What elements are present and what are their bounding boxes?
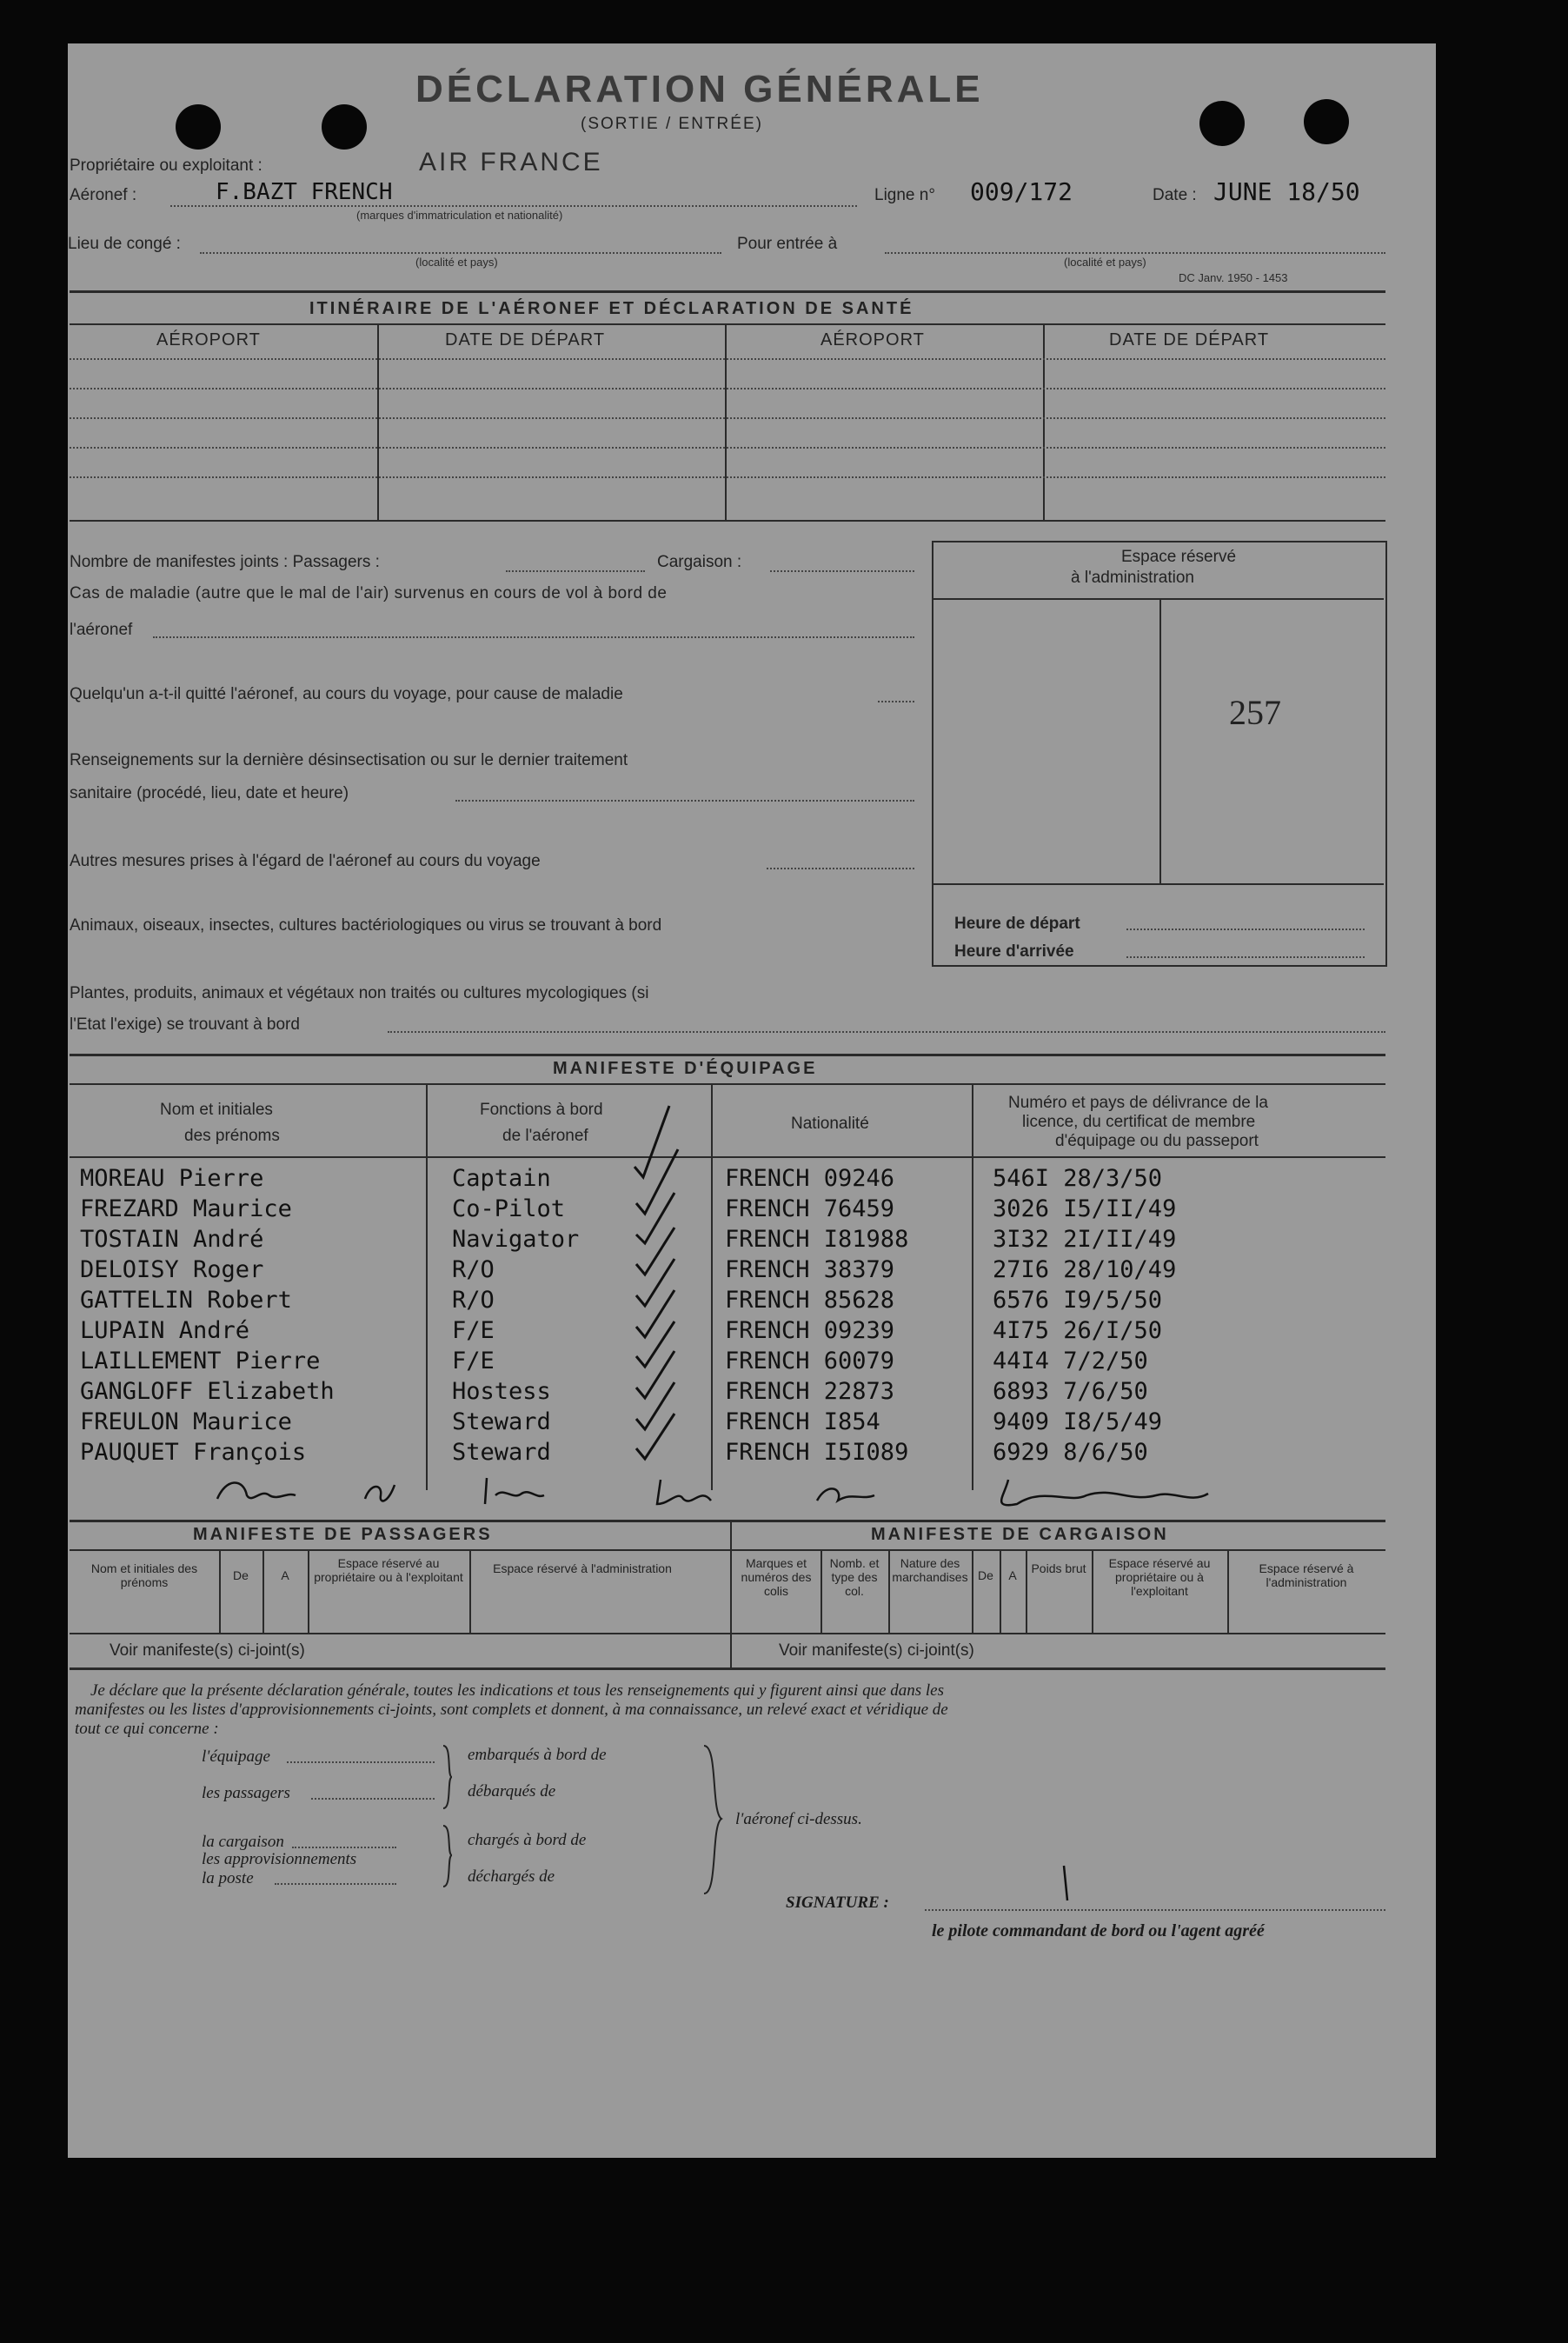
itinerary-row-line [70,417,1385,419]
crew-function: Steward [452,1408,551,1435]
crew-name: LUPAIN André [80,1317,250,1344]
brace-icon [704,1746,721,1894]
brace-icon [443,1746,452,1808]
rule [70,323,1385,325]
brace-icon [443,1826,452,1887]
declaration-supplies: les approvisionnements [202,1850,357,1868]
rule [70,1156,1385,1158]
rule [70,1083,1385,1085]
itinerary-row-line [70,447,1385,449]
crew-licence: 4I75 26/I/50 [993,1317,1163,1344]
entry-note: (localité et pays) [1064,256,1146,269]
admin-box-title: Espace réservé [1121,548,1237,566]
check-mark-icon [635,1106,669,1177]
declaration-cargo: la cargaison [202,1833,284,1851]
dot-leader [287,1761,435,1763]
crew-function: R/O [452,1256,495,1283]
declaration-text-3: tout ce qui concerne : [75,1720,219,1738]
rule [933,598,1384,600]
crew-nationality: FRENCH 09239 [725,1317,895,1344]
cargo-col-owner: Espace réservé au propriétaire ou à l'exploitant [1108,1556,1211,1598]
cargo-col-weight: Poids brut [1031,1561,1086,1575]
illness-label-2: l'aéronef [70,621,133,639]
date-label: Date : [1153,186,1197,204]
departure-time-label: Heure de départ [954,915,1080,933]
itinerary-row-line [70,476,1385,478]
departure-place-note: (localité et pays) [415,256,498,269]
other-measures-line [767,868,914,869]
col-divider [972,1549,973,1633]
owner-value: AIR FRANCE [419,148,603,176]
col-divider [972,1083,973,1490]
col-divider [1043,323,1045,522]
itinerary-heading: ITINÉRAIRE DE L'AÉRONEF ET DÉCLARATION DE SANTÉ [309,299,914,318]
crew-licence: 6576 I9/5/50 [993,1287,1163,1314]
declaration-aircraft: l'aéronef ci-dessus. [735,1810,862,1828]
crew-function: Steward [452,1439,551,1466]
departure-place-line [200,252,721,254]
declaration-mail: la poste [202,1869,254,1887]
cargo-col-from: De [978,1568,993,1582]
itinerary-col-date-2: DATE DE DÉPART [1109,330,1270,349]
entry-line [885,252,1385,254]
cargo-col-count: Nomb. et type des col. [829,1556,880,1598]
passenger-col-to: A [281,1568,289,1582]
crew-col-licence-2: licence, du certificat de membre [1022,1113,1256,1131]
form-subtitle: (SORTIE / ENTRÉE) [581,115,763,133]
crew-licence: 3026 I5/II/49 [993,1195,1177,1222]
crew-function: Captain [452,1165,551,1192]
line-label: Ligne n° [874,186,935,204]
crew-col-function: Fonctions à bord [480,1101,603,1119]
crew-nationality: FRENCH 22873 [725,1378,895,1405]
passenger-col-name: Nom et initiales des prénoms [90,1561,198,1589]
crew-name: TOSTAIN André [80,1226,264,1253]
check-mark-icon [636,1149,678,1214]
rule [70,1520,1385,1522]
crew-nationality: FRENCH 76459 [725,1195,895,1222]
departure-place-label: Lieu de congé : [68,235,181,253]
left-aircraft-label: Quelqu'un a-t-il quitté l'aéronef, au cours du voyage, pour cause de maladie [70,685,623,703]
cargo-col-to: A [1008,1568,1017,1582]
crew-function: F/E [452,1317,495,1344]
rule [70,1549,1385,1551]
crew-name: FREZARD Maurice [80,1195,292,1222]
crew-nationality: FRENCH 09246 [725,1165,895,1192]
handwritten-annotations [209,1469,1286,1513]
animals-label: Animaux, oiseaux, insectes, cultures bactériologiques ou virus se trouvant à bord [70,916,662,935]
rule [70,1633,1385,1634]
signature-mark [1057,1862,1074,1906]
date-value: JUNE 18/50 [1213,177,1360,206]
passengers-line [506,570,645,572]
crew-function: Co-Pilot [452,1195,566,1222]
aircraft-note: (marques d'immatriculation et nationalité) [356,209,563,222]
itinerary-col-airport-1: AÉROPORT [156,330,261,349]
itinerary-col-date-1: DATE DE DÉPART [445,330,606,349]
col-divider [730,1520,732,1669]
declaration-disembarked: débarqués de [468,1782,556,1801]
itinerary-row-line [70,358,1385,360]
crew-col-name-2: des prénoms [184,1127,280,1145]
aircraft-label: Aéronef : [70,186,137,204]
crew-name: MOREAU Pierre [80,1165,264,1192]
crew-licence: 9409 I8/5/49 [993,1408,1163,1435]
crew-manifest-heading: MANIFESTE D'ÉQUIPAGE [553,1059,818,1078]
rule [933,883,1384,885]
departure-time-line [1126,929,1365,930]
passenger-manifest-heading: MANIFESTE DE PASSAGERS [193,1525,493,1544]
arrival-time-line [1126,956,1365,958]
rule [70,520,1385,522]
crew-col-function-2: de l'aéronef [502,1127,588,1145]
col-divider [426,1083,428,1490]
disinsection-label: Renseignements sur la dernière désinsectisation ou sur le dernier traitement [70,751,628,769]
crew-name: GATTELIN Robert [80,1287,292,1314]
crew-col-name: Nom et initiales [160,1101,273,1119]
crew-licence: 546I 28/3/50 [993,1165,1163,1192]
line-value: 009/172 [970,177,1073,206]
cargo-manifest-heading: MANIFESTE DE CARGAISON [871,1525,1169,1544]
declaration-crew: l'équipage [202,1747,270,1766]
crew-name: GANGLOFF Elizabeth [80,1378,335,1405]
rule [70,290,1385,293]
dot-leader [292,1847,396,1848]
aircraft-line [170,205,857,207]
col-divider [1227,1549,1229,1633]
col-divider [262,1549,264,1633]
illness-line [153,636,914,638]
manifests-passengers-label: Nombre de manifestes joints : Passagers : [70,553,380,571]
stamp-number: 257 [1229,693,1281,732]
crew-name: FREULON Maurice [80,1408,292,1435]
crew-licence: 3I32 2I/II/49 [993,1226,1177,1253]
col-divider [1026,1549,1027,1633]
dot-leader [311,1798,435,1800]
manifests-cargo-label: Cargaison : [657,553,742,571]
crew-name: PAUQUET François [80,1439,307,1466]
punch-hole [1199,101,1245,146]
rule [70,1667,1385,1670]
crew-nationality: FRENCH I81988 [725,1226,909,1253]
declaration-text-2: manifestes ou les listes d'approvisionnements ci-joints, sont complets et donnent, à ma connaissance, un relevé exact et véridique de [75,1701,948,1719]
form-title: DÉCLARATION GÉNÉRALE [415,68,984,110]
crew-licence: 6893 7/6/50 [993,1378,1148,1405]
col-divider [308,1549,309,1633]
crew-nationality: FRENCH I5I089 [725,1439,909,1466]
disinsection-line [455,800,914,802]
col-divider [377,323,379,522]
cargo-col-nature: Nature des marchandises [892,1556,968,1584]
plants-label: Plantes, produits, animaux et végétaux non traités ou cultures mycologiques (si [70,984,649,1002]
left-aircraft-line [878,701,914,702]
itinerary-col-airport-2: AÉROPORT [821,330,925,349]
col-divider [219,1549,221,1633]
other-measures-label: Autres mesures prises à l'égard de l'aéronef au cours du voyage [70,852,541,870]
crew-licence: 27I6 28/10/49 [993,1256,1177,1283]
crew-col-licence-3: d'équipage ou du passeport [1055,1132,1259,1150]
form-reference: DC Janv. 1950 - 1453 [1179,271,1288,284]
entry-label: Pour entrée à [737,235,838,253]
aircraft-value: F.BAZT FRENCH [216,179,393,205]
punch-hole [1304,99,1349,144]
disinsection-label-2: sanitaire (procédé, lieu, date et heure) [70,784,349,802]
passenger-col-owner: Espace réservé au propriétaire ou à l'exploitant [314,1556,463,1584]
passenger-manifest-footer: Voir manifeste(s) ci-joint(s) [110,1641,305,1660]
crew-function: R/O [452,1287,495,1314]
col-divider [1092,1549,1093,1633]
cargo-line [770,570,914,572]
plants-line [388,1031,1385,1033]
itinerary-row-line [70,388,1385,389]
check-mark-icon [636,1414,674,1459]
arrival-time-label: Heure d'arrivée [954,942,1074,961]
declaration-text: Je déclare que la présente déclaration générale, toutes les indications et tous les renseignements qui y figurent ainsi que dans les [90,1681,944,1700]
col-divider [1000,1549,1001,1633]
declaration-embarked: embarqués à bord de [468,1746,607,1764]
declaration-unloaded: déchargés de [468,1867,555,1886]
cargo-manifest-footer: Voir manifeste(s) ci-joint(s) [779,1641,974,1660]
signature-role: le pilote commandant de bord ou l'agent agréé [932,1921,1265,1940]
crew-nationality: FRENCH 60079 [725,1348,895,1375]
signature-line [925,1909,1385,1911]
crew-nationality: FRENCH I854 [725,1408,880,1435]
col-divider [725,323,727,522]
owner-label: Propriétaire ou exploitant : [70,156,262,175]
crew-function: Hostess [452,1378,551,1405]
punch-hole [176,104,221,150]
punch-hole [322,104,367,150]
crew-function: F/E [452,1348,495,1375]
dot-leader [275,1883,396,1885]
admin-box-divider [1159,598,1161,883]
plants-label-2: l'Etat l'exige) se trouvant à bord [70,1015,300,1034]
crew-col-nationality: Nationalité [791,1115,869,1133]
crew-licence: 6929 8/6/50 [993,1439,1148,1466]
passenger-col-admin: Espace réservé à l'administration [493,1561,672,1575]
illness-label: Cas de maladie (autre que le mal de l'air) survenus en cours de vol à bord de [70,584,668,602]
crew-col-licence: Numéro et pays de délivrance de la [1008,1094,1268,1112]
cargo-col-admin: Espace réservé à l'administration [1259,1561,1354,1589]
col-divider [469,1549,471,1633]
check-marks [626,1097,713,1480]
crew-function: Navigator [452,1226,580,1253]
admin-box-title-2: à l'administration [1071,569,1194,587]
declaration-passengers: les passagers [202,1784,290,1802]
crew-name: LAILLEMENT Pierre [80,1348,321,1375]
crew-nationality: FRENCH 85628 [725,1287,895,1314]
declaration-loaded: chargés à bord de [468,1831,587,1849]
cargo-col-marks: Marques et numéros des colis [741,1556,812,1598]
rule [70,1054,1385,1056]
passenger-col-from: De [233,1568,249,1582]
crew-nationality: FRENCH 38379 [725,1256,895,1283]
signature-label: SIGNATURE : [786,1894,889,1912]
crew-name: DELOISY Roger [80,1256,264,1283]
crew-licence: 44I4 7/2/50 [993,1348,1148,1375]
